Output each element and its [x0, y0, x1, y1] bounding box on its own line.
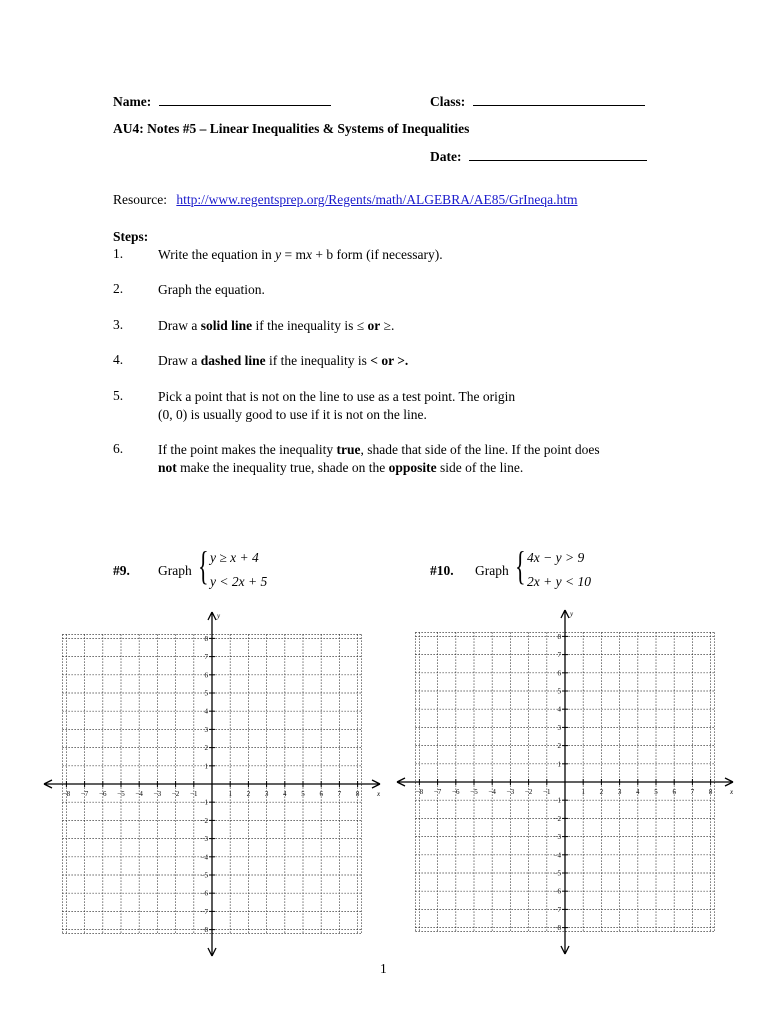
resource-link[interactable]: http://www.regentsprep.org/Regents/math/ALGEBRA/AE85/GrIneqa.htm — [176, 192, 578, 207]
problem-10-number: #10. — [430, 563, 454, 578]
graph-10-x-tick-label: 2 — [599, 788, 604, 796]
graph-9-y-tick-label: 7 — [204, 653, 208, 662]
graph-9-x-tick-label: 5 — [301, 790, 305, 798]
graph-9-x-tick-label: 4 — [283, 790, 287, 798]
graph-10-y-tick-label: −4 — [553, 851, 561, 860]
step-2-number: 2. — [113, 281, 124, 296]
graph-9-y-tick-label: −2 — [200, 816, 208, 825]
class-label: Class: — [430, 94, 466, 109]
graph-10-x-tick-label: −4 — [488, 788, 496, 796]
graph-9-y-tick-label: −4 — [200, 853, 208, 862]
graph-10-x-tick-label: −2 — [524, 788, 533, 796]
step-5-text: Pick a point that is not on the line to use as a test point. The origin (0, 0) is usually good to use if it is not on the line. — [158, 389, 516, 422]
graph-10-y-tick-label: 2 — [557, 742, 561, 751]
graph-10-x-tick-label: 3 — [617, 788, 622, 796]
graph-9-y-tick-label: 3 — [204, 725, 208, 734]
graph-9-y-tick-label: −6 — [200, 889, 208, 898]
graph-9-y-tick-label: 4 — [204, 707, 208, 716]
graph-10-y-tick-label: −1 — [553, 796, 561, 805]
problem-9-number: #9. — [113, 563, 130, 578]
step-4-text: Draw a dashed line if the inequality is < or >. — [158, 353, 409, 368]
class-field[interactable] — [430, 93, 645, 110]
graph-9-x-tick-label: 3 — [264, 790, 269, 798]
step-6-number: 6. — [113, 441, 124, 456]
graph-9-y-tick-label: 8 — [204, 634, 208, 643]
graph-9-y-tick-label: 6 — [204, 671, 208, 680]
graph-10-y-tick-label: 7 — [557, 651, 561, 660]
graph-10-y-tick-label: −5 — [553, 869, 561, 878]
step-2-text: Graph the equation. — [158, 282, 265, 297]
graph-9-x-tick-label: 2 — [246, 790, 251, 798]
step-4-number: 4. — [113, 352, 124, 367]
graph-10-y-tick-label: −3 — [553, 833, 561, 842]
steps-heading: Steps: — [113, 229, 149, 244]
date-blank[interactable] — [469, 148, 647, 161]
graph-10-y-tick-label: 5 — [557, 687, 561, 696]
graph-9-x-tick-label: 1 — [228, 790, 232, 798]
graph-10-x-axis-label: x — [730, 788, 734, 796]
name-label: Name: — [113, 94, 152, 109]
graph-10-x-tick-label: 8 — [708, 788, 713, 796]
problem-9-brace: { — [198, 543, 209, 588]
graph-10-x-tick-label: −8 — [415, 788, 424, 796]
step-1-number: 1. — [113, 246, 124, 261]
graph-10-y-tick-label: 6 — [557, 669, 561, 678]
graph-9-y-tick-label: 5 — [204, 689, 208, 698]
problem-10-coordinate-grid[interactable] — [393, 608, 743, 958]
graph-9-x-tick-label: 6 — [319, 790, 323, 798]
resource-line — [113, 192, 578, 208]
graph-10-y-tick-label: −6 — [553, 887, 561, 896]
graph-10-y-tick-label: −7 — [553, 905, 561, 914]
problem-10-brace: { — [515, 543, 526, 588]
page-number: 1 — [380, 961, 387, 976]
problem-10-eq2: 2x + y < 10 — [527, 574, 591, 589]
graph-9-y-tick-label: −1 — [200, 798, 208, 807]
graph-9-x-tick-label: −2 — [171, 790, 180, 798]
graph-9-x-tick-label: 8 — [355, 790, 360, 798]
graph-10-x-tick-label: −3 — [506, 788, 515, 796]
graph-9-x-tick-label: −8 — [62, 790, 71, 798]
graph-10-x-tick-label: 6 — [672, 788, 676, 796]
problem-9-verb: Graph — [158, 563, 192, 578]
graph-9-y-tick-label: 2 — [204, 744, 208, 753]
graph-9-x-tick-label: −3 — [153, 790, 162, 798]
graph-9-y-tick-label: 1 — [204, 762, 208, 771]
resource-label: Resource: — [113, 192, 167, 207]
step-6-text: If the point makes the inequality true, shade that side of the line. If the point does not make the inequality true, shade on the opposite side of the line. — [158, 442, 600, 475]
graph-10-y-tick-label: 4 — [557, 705, 561, 714]
step-3-text: Draw a solid line if the inequality is ≤ or ≥. — [158, 318, 395, 333]
graph-10-y-tick-label: −8 — [553, 924, 561, 933]
graph-9-x-tick-label: 7 — [337, 790, 342, 798]
graph-9-y-tick-label: −8 — [200, 926, 208, 935]
graph-9-x-tick-label: −7 — [80, 790, 89, 798]
graph-10-x-tick-label: 7 — [690, 788, 695, 796]
graph-10-x-tick-label: 4 — [636, 788, 640, 796]
graph-10-x-tick-label: −1 — [543, 788, 551, 796]
graph-9-x-tick-label: −1 — [190, 790, 198, 798]
name-field[interactable] — [113, 93, 331, 110]
graph-10-y-tick-label: 8 — [557, 632, 561, 641]
problem-9-eq2: y < 2x + 5 — [210, 574, 268, 589]
graph-9-x-tick-label: −4 — [135, 790, 143, 798]
step-5-number: 5. — [113, 388, 124, 403]
step-1-text: Write the equation in y = mx + b form (if necessary). — [158, 247, 443, 262]
graph-10-x-tick-label: −5 — [470, 788, 478, 796]
class-blank[interactable] — [473, 93, 645, 106]
problem-9-coordinate-grid[interactable] — [40, 610, 390, 960]
problem-10-eq1: 4x − y > 9 — [527, 550, 585, 565]
date-label: Date: — [430, 149, 462, 164]
graph-9-y-tick-label: −7 — [200, 907, 208, 916]
page-title: AU4: Notes #5 – Linear Inequalities & Systems of Inequalities — [113, 121, 470, 136]
graph-9-x-axis-label: x — [377, 790, 381, 798]
graph-9-y-tick-label: −5 — [200, 871, 208, 880]
graph-10-y-axis-label: y — [570, 610, 574, 618]
graph-9-x-tick-label: −6 — [99, 790, 107, 798]
graph-10-x-tick-label: 5 — [654, 788, 658, 796]
graph-10-y-tick-label: 1 — [557, 760, 561, 769]
graph-10-y-tick-label: 3 — [557, 723, 561, 732]
graph-10-x-tick-label: −7 — [433, 788, 442, 796]
graph-9-y-axis-label: y — [217, 612, 221, 620]
problem-9-eq1: y ≥ x + 4 — [210, 550, 259, 565]
graph-9-y-tick-label: −3 — [200, 835, 208, 844]
graph-10-x-tick-label: −6 — [452, 788, 460, 796]
step-3-number: 3. — [113, 317, 124, 332]
graph-9-x-tick-label: −5 — [117, 790, 125, 798]
date-field[interactable] — [430, 148, 647, 165]
problem-10-verb: Graph — [475, 563, 509, 578]
graph-10-x-tick-label: 1 — [581, 788, 585, 796]
name-blank[interactable] — [159, 93, 331, 106]
graph-10-y-tick-label: −2 — [553, 814, 561, 823]
